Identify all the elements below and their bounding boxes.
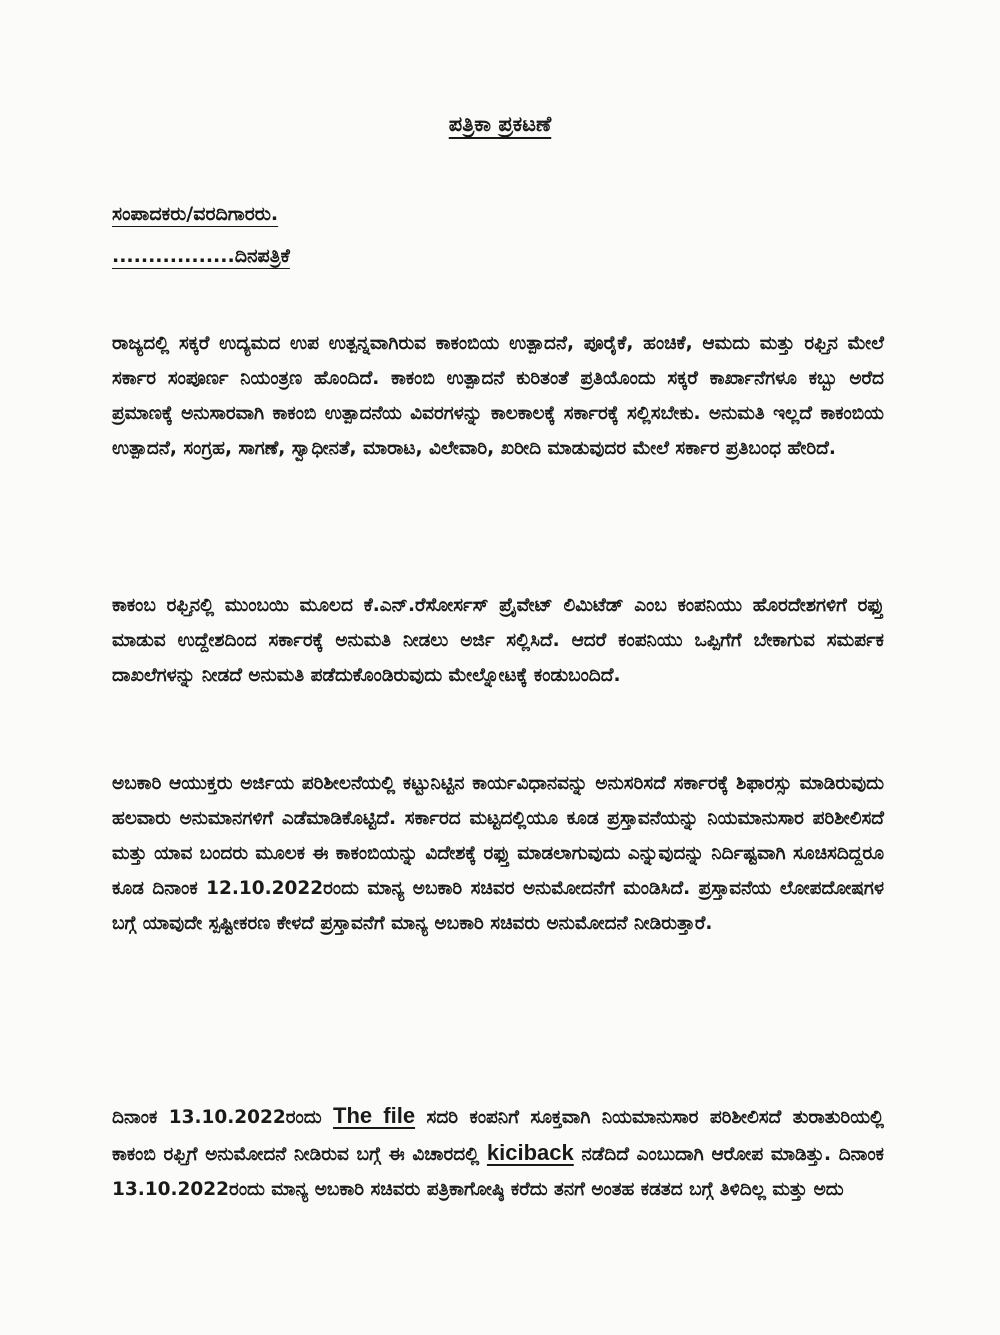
paragraph-allegation-text-2: ಸದರಿ ಕಂಪನಿಗೆ ಸೂಕ್ತವಾಗಿ ನಿಯಮಾನುಸಾರ ಪರಿಶೀಲಿಸದೆ ತುರಾತುರಿಯಲ್ಲಿ ಕಾಕಂಬಿ ರಫ್ತಿಗೆ ಅನುಮೋದನೆ ನೀಡಿರುವ ಬಗ್ಗೆ ಈ ವಿಚಾರದಲ್ಲಿ (112, 1107, 884, 1165)
paragraph-molasses-control: ರಾಜ್ಯದಲ್ಲಿ ಸಕ್ಕರೆ ಉದ್ಯಮದ ಉಪ ಉತ್ಪನ್ನವಾಗಿರುವ ಕಾಕಂಬಿಯ ಉತ್ಪಾದನೆ, ಪೂರೈಕೆ, ಹಂಚಿಕೆ, ಆಮದು ಮತ್ತು ರಫ್ತಿನ ಮೇಲೆ ಸರ್ಕಾರ ಸಂಪೂರ್ಣ ನಿಯಂತ್ರಣ ಹೊಂದಿದೆ. ಕಾಕಂಬಿ ಉತ್ಪಾದನೆ ಕುರಿತಂತೆ ಪ್ರತಿಯೊಂದು ಸಕ್ಕರೆ ಕಾರ್ಖಾನೆಗಳೂ ಕಬ್ಬು ಅರೆದ ಪ್ರಮಾಣಕ್ಕೆ ಅನುಸಾರವಾಗಿ ಕಾಕಂಬಿ ಉತ್ಪಾದನೆಯ ವಿವರಗಳನ್ನು ಕಾಲಕಾಲಕ್ಕೆ ಸರ್ಕಾರಕ್ಕೆ ಸಲ್ಲಿಸಬೇಕು. ಅನುಮತಿ ಇಲ್ಲದೆ ಕಾಕಂಬಿಯ ಉತ್ಪಾದನೆ, ಸಂಗ್ರಹ, ಸಾಗಣೆ, ಸ್ವಾಧೀನತೆ, ಮಾರಾಟ, ವಿಲೇವಾರಿ, ಖರೀದಿ ಮಾಡುವುದರ ಮೇಲೆ ಸರ್ಕಾರ ಪ್ರತಿಬಂಧ ಹೇರಿದೆ. (112, 333, 884, 459)
english-word-kickback: kiciback (486, 1140, 574, 1165)
paragraph-allegation (112, 1098, 884, 1207)
recipient-line-newspaper: .................ದಿನಪತ್ರಿಕೆ (112, 245, 290, 267)
document-title: ಪತ್ರಿಕಾ ಪ್ರಕಟಣೆ (448, 112, 552, 136)
paragraph-allegation-text-1: ದಿನಾಂಕ 13.10.2022ರಂದು (112, 1107, 334, 1128)
english-phrase-the-file: The file (333, 1103, 416, 1128)
recipient-line-editors: ಸಂಪಾದಕರು/ವರದಿಗಾರರು. (112, 203, 279, 225)
paragraph-company-application: ಕಾಕಂಬ ರಫ್ತಿನಲ್ಲಿ ಮುಂಬಯಿ ಮೂಲದ ಕೆ.ಎನ್.ರೆಸೋರ್ಸಸ್ ಪ್ರೈವೇಟ್ ಲಿಮಿಟೆಡ್ ಎಂಬ ಕಂಪನಿಯು ಹೊರದೇಶಗಳಿಗೆ ರಫ್ತು ಮಾಡುವ ಉದ್ದೇಶದಿಂದ ಸರ್ಕಾರಕ್ಕೆ ಅನುಮತಿ ನೀಡಲು ಅರ್ಜಿ ಸಲ್ಲಿಸಿದೆ. ಆದರೆ ಕಂಪನಿಯು ಒಪ್ಪಿಗೆಗೆ ಬೇಕಾಗುವ ಸಮರ್ಪಕ ದಾಖಲೆಗಳನ್ನು ನೀಡದೆ ಅನುಮತಿ ಪಡೆದುಕೊಂಡಿರುವುದು ಮೇಲ್ನೋಟಕ್ಕೆ ಕಂಡುಬಂದಿದೆ. (112, 595, 884, 686)
paragraph-commissioner-recommendation: ಅಬಕಾರಿ ಆಯುಕ್ತರು ಅರ್ಜಿಯ ಪರಿಶೀಲನೆಯಲ್ಲಿ ಕಟ್ಟುನಿಟ್ಟಿನ ಕಾರ್ಯವಿಧಾನವನ್ನು ಅನುಸರಿಸದೆ ಸರ್ಕಾರಕ್ಕೆ ಶಿಫಾರಸ್ಸು ಮಾಡಿರುವುದು ಹಲವಾರು ಅನುಮಾನಗಳಿಗೆ ಎಡೆಮಾಡಿಕೊಟ್ಟಿದೆ. ಸರ್ಕಾರದ ಮಟ್ಟದಲ್ಲಿಯೂ ಕೂಡ ಪ್ರಸ್ತಾವನೆಯನ್ನು ನಿಯಮಾನುಸಾರ ಪರಿಶೀಲಿಸದೆ ಮತ್ತು ಯಾವ ಬಂದರು ಮೂಲಕ ಈ ಕಾಕಂಬಿಯನ್ನು ವಿದೇಶಕ್ಕೆ ರಫ್ತು ಮಾಡಲಾಗುವುದು ಎನ್ನುವುದನ್ನು ನಿರ್ದಿಷ್ಟವಾಗಿ ಸೂಚಿಸದಿದ್ದರೂ ಕೂಡ ದಿನಾಂಕ 12.10.2022ರಂದು ಮಾನ್ಯ ಅಬಕಾರಿ ಸಚಿವರ ಅನುಮೋದನೆಗೆ ಮಂಡಿಸಿದೆ. ಪ್ರಸ್ತಾವನೆಯ ಲೋಪದೋಷಗಳ ಬಗ್ಗೆ ಯಾವುದೇ ಸ್ಪಷ್ಟೀಕರಣ ಕೇಳದೆ ಪ್ರಸ್ತಾವನೆಗೆ ಮಾನ್ಯ ಅಬಕಾರಿ ಸಚಿವರು ಅನುಮೋದನೆ ನೀಡಿರುತ್ತಾರೆ. (112, 773, 884, 934)
paragraph-allegation-text-3: ನಡೆದಿದೆ ಎಂಬುದಾಗಿ ಆರೋಪ ಮಾಡಿತ್ತು. ದಿನಾಂಕ 13.10.2022ರಂದು ಮಾನ್ಯ ಅಬಕಾರಿ ಸಚಿವರು ಪತ್ರಿಕಾಗೋಷ್ಠಿ ಕರೆದು ತನಗೆ ಅಂತಹ ಕಡತದ ಬಗ್ಗೆ ತಿಳಿದಿಲ್ಲ ಮತ್ತು ಅದು (112, 1144, 884, 1200)
